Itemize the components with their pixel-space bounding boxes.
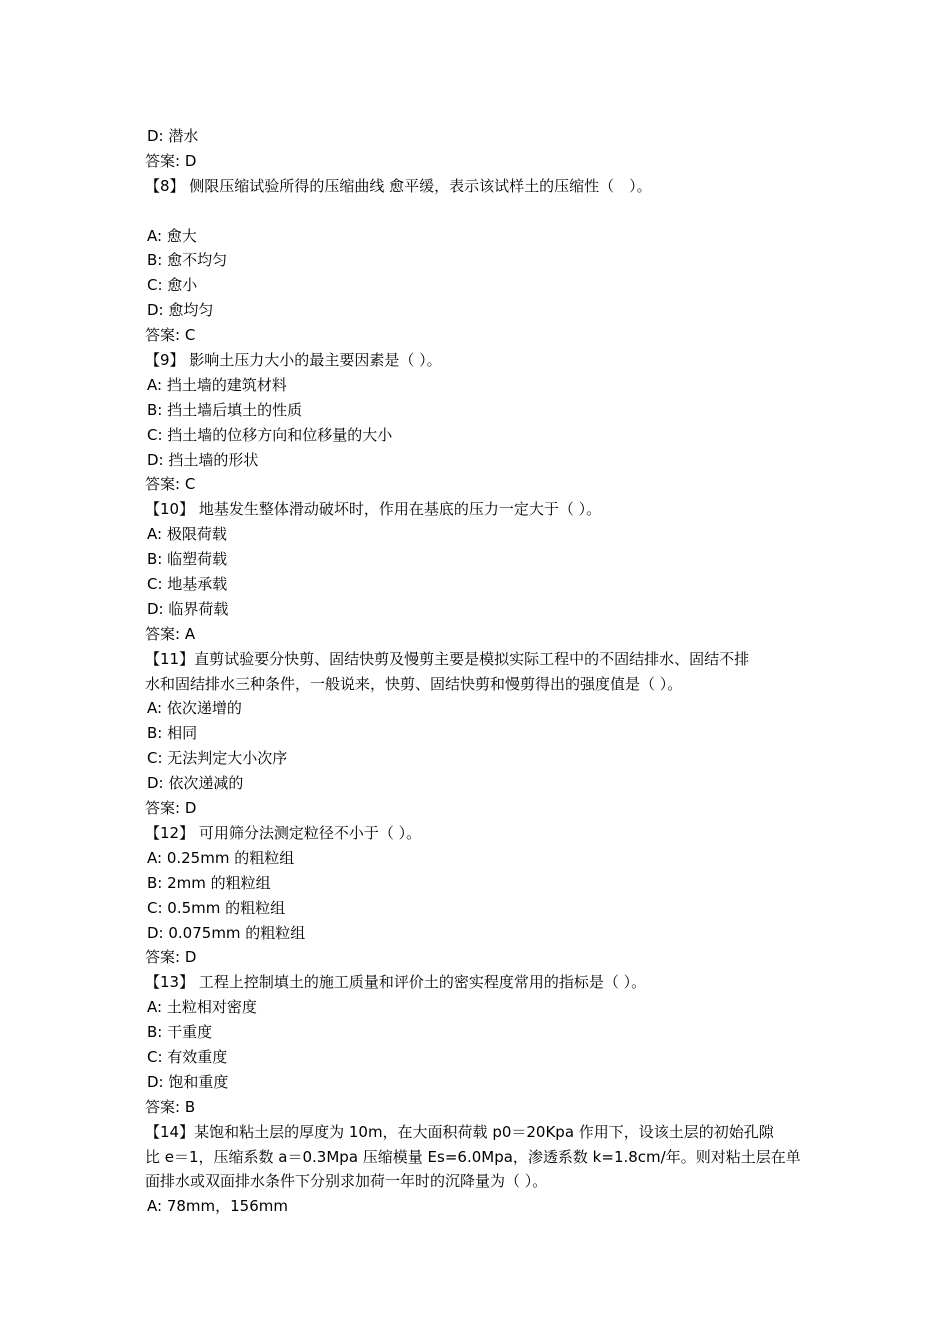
question-stem: 【10】 地基发生整体滑动破坏时，作用在基底的压力一定大于（ ）。 — [145, 500, 602, 519]
option-line: B: 愈不均匀 — [147, 251, 228, 270]
document-page — [145, 124, 815, 1219]
question-stem: 【8】 侧限压缩试验所得的压缩曲线 愈平缓，表示该试样土的压缩性（ ）。 — [145, 176, 652, 195]
option-line: C: 无法判定大小次序 — [147, 749, 288, 768]
option-line: C: 0.5mm 的粗粒组 — [147, 898, 286, 917]
option-line: D: 0.075mm 的粗粒组 — [147, 923, 306, 942]
option-line: C: 有效重度 — [147, 1047, 228, 1066]
option-line: B: 2mm 的粗粒组 — [147, 873, 271, 892]
option-line: C: 愈小 — [147, 276, 198, 295]
question-stem: 【13】 工程上控制填土的施工质量和评价土的密实程度常用的指标是（ ）。 — [145, 973, 647, 992]
answer-line: 答案: C — [145, 475, 196, 494]
answer-line: 答案: B — [145, 1097, 196, 1116]
option-line: A: 极限荷载 — [147, 525, 227, 544]
blank-line — [145, 199, 815, 224]
question-stem: 水和固结排水三种条件，一般说来，快剪、固结快剪和慢剪得出的强度值是（ ）。 — [145, 674, 683, 693]
option-line: D: 依次递减的 — [147, 774, 244, 793]
option-line: A: 0.25mm 的粗粒组 — [147, 848, 295, 867]
option-line: B: 相同 — [147, 724, 198, 743]
option-line: D: 潜水 — [147, 127, 199, 145]
answer-line: 答案: D — [145, 151, 197, 170]
question-stem: 【12】 可用筛分法测定粒径不小于（ ）。 — [145, 823, 422, 842]
question-stem: 【11】直剪试验要分快剪、固结快剪及慢剪主要是模拟实际工程中的不固结排水、固结不排 — [145, 649, 750, 668]
option-line: B: 临塑荷载 — [147, 550, 228, 569]
option-line: A: 愈大 — [147, 226, 197, 245]
option-line: A: 78mm，156mm — [147, 1197, 288, 1216]
option-line: A: 挡土墙的建筑材料 — [147, 375, 287, 394]
option-line: C: 地基承载 — [147, 575, 228, 594]
question-stem: 面排水或双面排水条件下分别求加荷一年时的沉降量为（ ）。 — [145, 1172, 548, 1191]
option-line: B: 干重度 — [147, 1023, 213, 1042]
question-stem: 比 e＝1，压缩系数 a＝0.3Mpa 压缩模量 Es=6.0Mpa，渗透系数 k=1.8cm/年。则对粘土层在单 — [145, 1147, 801, 1166]
option-line: A: 土粒相对密度 — [147, 998, 257, 1017]
answer-line: 答案: A — [145, 624, 196, 643]
question-stem: 【9】 影响土压力大小的最主要因素是（ ）。 — [145, 351, 442, 370]
answer-line: 答案: D — [145, 948, 197, 967]
option-line: A: 依次递增的 — [147, 699, 242, 718]
option-line: D: 饱和重度 — [147, 1072, 229, 1091]
option-line: B: 挡土墙后填土的性质 — [147, 400, 303, 419]
option-line: D: 愈均匀 — [147, 301, 214, 320]
option-line: D: 挡土墙的形状 — [147, 450, 259, 469]
answer-line: 答案: C — [145, 326, 196, 345]
answer-line: 答案: D — [145, 799, 197, 818]
option-line: C: 挡土墙的位移方向和位移量的大小 — [147, 425, 393, 444]
question-stem: 【14】某饱和粘土层的厚度为 10m，在大面积荷载 p0＝20Kpa 作用下，设该土层的初始孔隙 — [145, 1122, 774, 1141]
option-line: D: 临界荷载 — [147, 599, 229, 618]
